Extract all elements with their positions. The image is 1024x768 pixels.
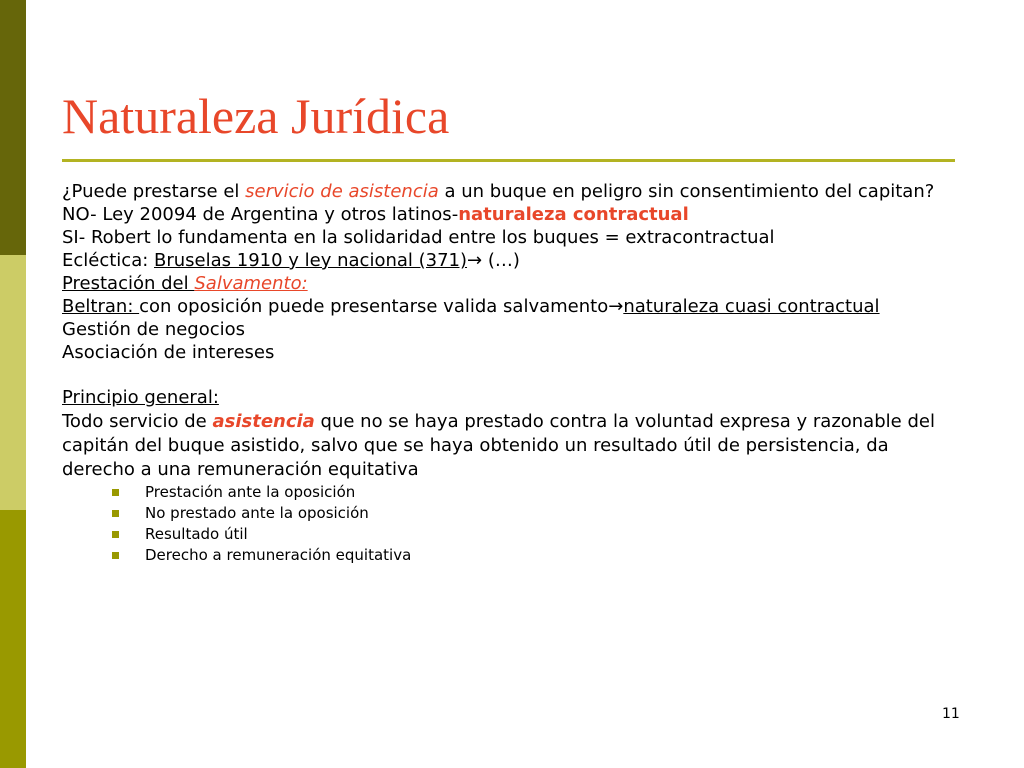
beltran-line: Beltran: con oposición puede presentarse valida salvamento→naturaleza cuasi contractual <box>62 296 880 317</box>
highlight-servicio: servicio de asistencia <box>245 181 439 202</box>
list-item: Derecho a remuneración equitativa <box>112 545 967 566</box>
arrow-right-icon: → <box>608 296 624 317</box>
sidebar-segment-dark <box>0 0 26 255</box>
list-item: No prestado ante la oposición <box>112 503 967 524</box>
page-number: 11 <box>942 706 960 722</box>
no-line: NO- Ley 20094 de Argentina y otros latinos-naturaleza contractual <box>62 204 689 225</box>
title-underline-rule <box>62 159 955 162</box>
principle-text: Todo servicio de asistencia que no se haya prestado contra la voluntad expresa y razonable del capitán del buque asistido, salvo que se haya obtenido un resultado útil de persistencia, da derecho a una remuneración equitativa <box>62 411 935 480</box>
gestion-line: Gestión de negocios <box>62 319 246 340</box>
slide-title: Naturaleza Jurídica <box>62 88 450 144</box>
list-item: Prestación ante la oposición <box>112 482 967 503</box>
question-line: ¿Puede prestarse el servicio de asistencia a un buque en peligro sin consentimiento del capitan? <box>62 181 935 202</box>
highlight-asistencia: asistencia <box>212 411 315 432</box>
square-bullet-icon <box>112 489 119 496</box>
arrow-right-icon: → <box>467 250 483 271</box>
spacer <box>62 366 967 386</box>
highlight-contractual: naturaleza contractual <box>458 204 689 225</box>
list-item: Resultado útil <box>112 524 967 545</box>
sidebar-segment-light <box>0 255 26 510</box>
salvamento-line: Prestación del Salvamento: <box>62 273 308 294</box>
highlight-salvamento: Salvamento: <box>194 273 308 294</box>
square-bullet-icon <box>112 552 119 559</box>
si-line: SI- Robert lo fundamenta en la solidaridad entre los buques = extracontractual <box>62 227 775 248</box>
eclectica-line: Ecléctica: Bruselas 1910 y ley nacional (371)→ (…) <box>62 250 520 271</box>
asociacion-line: Asociación de intereses <box>62 342 275 363</box>
square-bullet-icon <box>112 510 119 517</box>
principle-heading: Principio general: <box>62 387 219 408</box>
principle-bullet-list <box>62 482 967 566</box>
slide-body <box>62 182 967 566</box>
sidebar-segment-mid <box>0 510 26 768</box>
sidebar-stripe <box>0 0 26 768</box>
square-bullet-icon <box>112 531 119 538</box>
